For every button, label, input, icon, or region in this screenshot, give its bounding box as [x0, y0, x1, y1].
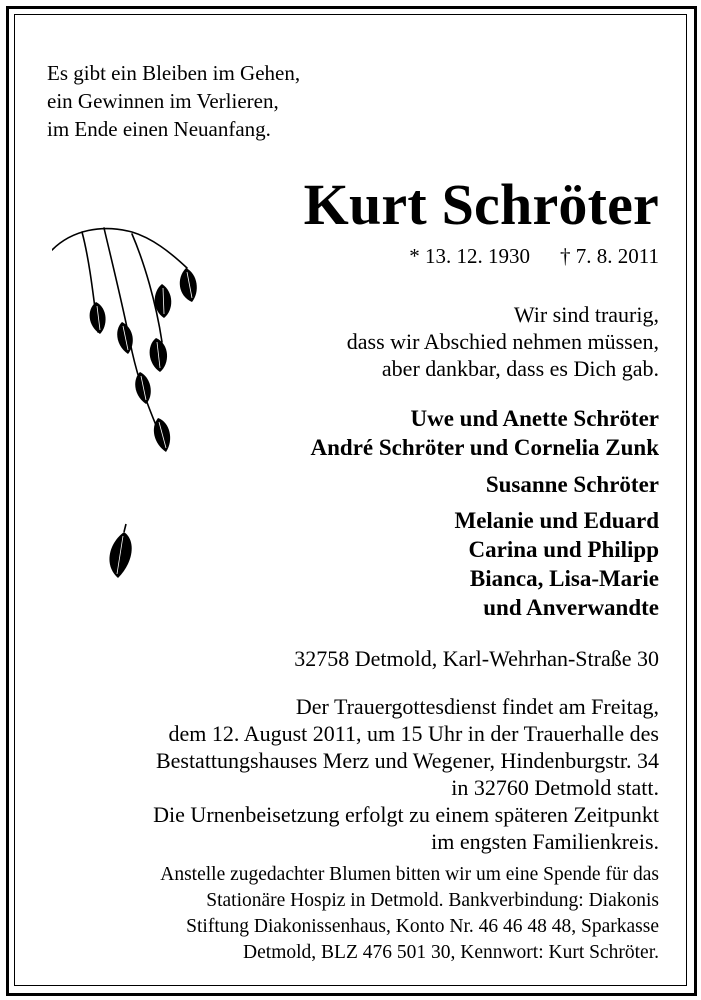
saying-line: dass wir Abschied nehmen müssen, [346, 329, 659, 354]
deceased-name: Kurt Schröter [303, 172, 659, 237]
birch-branch-icon [52, 222, 202, 462]
quote-line: im Ende einen Neuanfang. [47, 117, 271, 141]
donation-info [160, 862, 659, 966]
family-group-daughter [486, 470, 659, 499]
family-member: Melanie und Eduard [454, 508, 659, 533]
service-line: Bestattungshauses Merz und Wegener, Hindenburgstr. 34 [155, 748, 659, 773]
family-member: Uwe und Anette Schröter [410, 406, 659, 431]
donation-line: Stationäre Hospiz in Detmold. Bankverbindung: Diakonis [206, 890, 659, 911]
death-date: † 7. 8. 2011 [560, 244, 659, 268]
donation-line: Stiftung Diakonissenhaus, Konto Nr. 46 46 48 48, Sparkasse [186, 916, 659, 937]
saying-line: Wir sind traurig, [513, 302, 659, 327]
funeral-service-info [153, 693, 659, 855]
donation-line: Anstelle zugedachter Blumen bitten wir um eine Spende für das [160, 864, 659, 885]
family-member: und Anverwandte [483, 595, 659, 620]
service-line: in 32760 Detmold statt. [451, 775, 659, 800]
falling-leaf-icon [100, 522, 140, 582]
service-line: Die Urnenbeisetzung erfolgt zu einem späteren Zeitpunkt [153, 802, 659, 827]
family-member: Bianca, Lisa-Marie [469, 566, 659, 591]
donation-line: Detmold, BLZ 476 501 30, Kennwort: Kurt Schröter. [243, 942, 659, 963]
family-group-children [311, 404, 659, 462]
family-group-grandchildren [455, 506, 660, 622]
quote-line: ein Gewinnen im Verlieren, [47, 89, 279, 113]
quote-line: Es gibt ein Bleiben im Gehen, [47, 61, 301, 85]
service-line: im engsten Familienkreis. [431, 829, 659, 854]
family-member: Carina und Philipp [468, 537, 659, 562]
saying-line: aber dankbar, dass es Dich gab. [381, 356, 659, 381]
service-line: Der Trauergottesdienst findet am Freitag, [295, 694, 659, 719]
address: 32758 Detmold, Karl-Wehrhan-Straße 30 [294, 646, 659, 671]
saying [347, 301, 659, 382]
birth-date: * 13. 12. 1930 [409, 244, 531, 268]
family-member: Susanne Schröter [485, 472, 659, 497]
service-line: dem 12. August 2011, um 15 Uhr in der Trauerhalle des [168, 721, 659, 746]
quote [47, 59, 300, 143]
life-dates [409, 244, 659, 269]
family-member: André Schröter und Cornelia Zunk [310, 435, 659, 460]
